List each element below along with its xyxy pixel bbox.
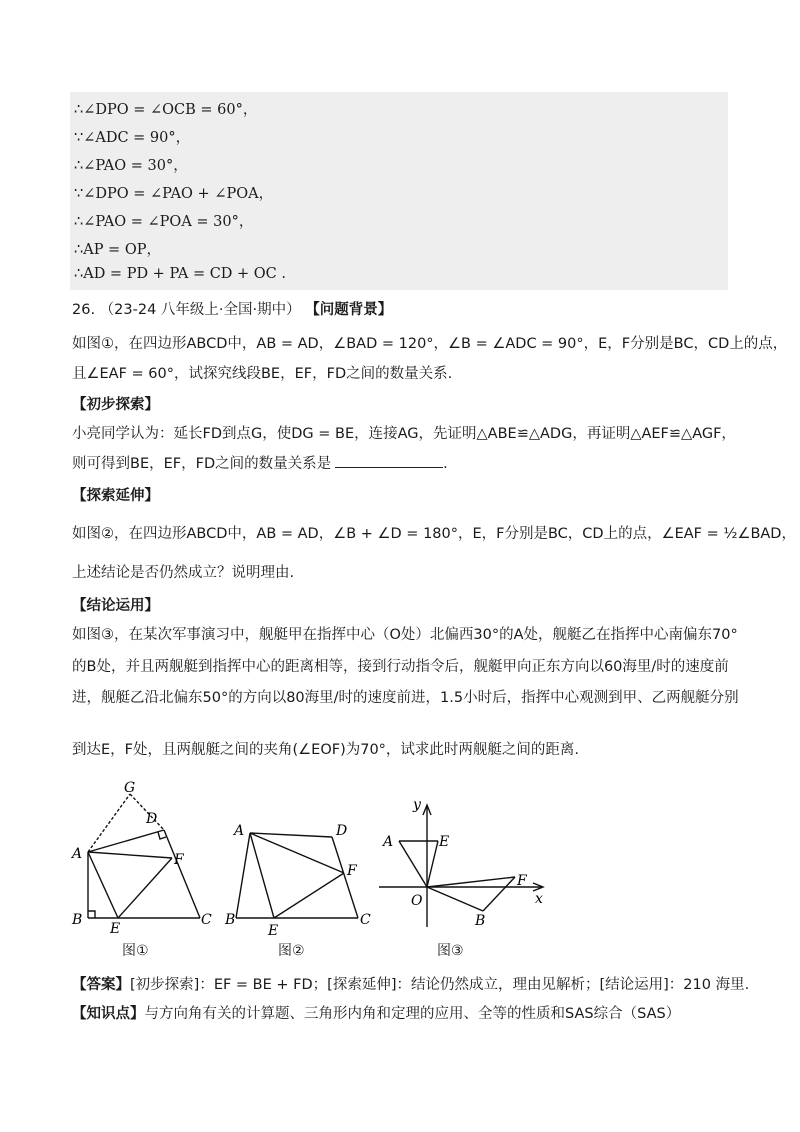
apply-line: 如图③，在某次军事演习中，舰艇甲在指挥中心（O处）北偏西30°的A处，舰艇乙在指挥中心南偏东70° — [72, 627, 738, 643]
apply-line: 到达E，F处，且两舰艇之间的夹角(∠EOF)为70°，试求此时两舰艇之间的距离. — [72, 742, 580, 758]
label-A: A — [383, 834, 394, 850]
explore-text: 则可得到BE，EF，FD之间的数量关系是 — [72, 456, 332, 472]
label-O: O — [411, 893, 423, 909]
explore-end: . — [443, 456, 448, 472]
label-E: E — [110, 921, 121, 937]
answer-text: [初步探索]：EF = BE + FD；[探索延伸]：结论仍然成立，理由见解析；[结论运用]：210 海里. — [130, 977, 750, 993]
apply-line: 进，舰艇乙沿北偏东50°的方向以80海里/时的速度前进，1.5小时后，指挥中心观测到甲、乙两舰艇分别 — [72, 690, 739, 706]
label-x: x — [535, 891, 543, 907]
proof-line: ∴AP = OP， — [74, 242, 161, 258]
explore-line — [72, 453, 732, 474]
explore-line: 小亮同学认为：延长FD到点G，使DG = BE，连接AG，先证明△ABE≌△ADG，再证明△AEF≌△AGF， — [72, 426, 736, 442]
background-line: 且∠EAF = 60°，试探究线段BE，EF，FD之间的数量关系. — [72, 366, 453, 382]
question-source: （23-24 八年级上·全国·期中） — [99, 302, 301, 318]
answer-tag: 【答案】 — [72, 977, 130, 993]
label-E: E — [268, 923, 279, 939]
label-C: C — [360, 912, 371, 928]
tag-apply: 【结论运用】 — [72, 598, 159, 614]
label-F: F — [174, 852, 184, 868]
knowledge-text: 与方向角有关的计算题、三角形内角和定理的应用、全等的性质和SAS综合（SAS） — [144, 1006, 681, 1022]
knowledge-line — [72, 1004, 732, 1024]
extend-line: 如图②，在四边形ABCD中，AB = AD，∠B + ∠D = 180°，E，F分别是BC，CD上的点，∠EAF = ½∠BAD， — [72, 526, 796, 542]
figure-3-caption: 图③ — [437, 943, 464, 959]
figure-3 — [375, 795, 555, 935]
label-B: B — [72, 912, 83, 928]
answer-blank — [335, 453, 443, 468]
apply-line: 的B处，并且两舰艇到指挥中心的距离相等，接到行动指令后，舰艇甲向正东方向以60海里/时的速度前 — [72, 659, 729, 675]
background-line: 如图①，在四边形ABCD中，AB = AD，∠BAD = 120°，∠B = ∠ADC = 90°，E，F分别是BC，CD上的点， — [72, 336, 788, 352]
proof-line: ∴AD = PD + PA = CD + OC . — [74, 266, 286, 282]
label-A: A — [72, 846, 83, 862]
label-y: y — [413, 797, 421, 813]
label-G: G — [124, 780, 136, 796]
figure-1 — [60, 778, 230, 938]
label-A: A — [234, 823, 245, 839]
label-F: F — [347, 863, 357, 879]
proof-line: ∴∠PAO = ∠POA = 30°， — [74, 214, 254, 230]
proof-line: ∵∠DPO = ∠PAO + ∠POA， — [74, 186, 274, 202]
label-B: B — [225, 912, 236, 928]
label-E: E — [439, 834, 450, 850]
label-D: D — [146, 811, 158, 827]
label-F: F — [517, 873, 527, 889]
tag-explore: 【初步探索】 — [72, 397, 159, 413]
answer-line — [72, 975, 750, 995]
knowledge-tag: 【知识点】 — [72, 1006, 145, 1022]
question-header — [72, 300, 732, 320]
proof-line: ∴∠DPO = ∠OCB = 60°， — [74, 102, 258, 118]
figure-2-caption: 图② — [278, 943, 305, 959]
figure-2 — [225, 815, 378, 940]
tag-background: 【问题背景】 — [305, 302, 393, 318]
tag-extend: 【探索延伸】 — [72, 488, 159, 504]
proof-line: ∴∠PAO = 30°， — [74, 158, 188, 174]
proof-line: ∵∠ADC = 90°， — [74, 130, 191, 146]
figure-1-caption: 图① — [122, 943, 149, 959]
label-B: B — [475, 913, 486, 929]
question-number: 26. — [72, 302, 96, 318]
extend-line: 上述结论是否仍然成立？说明理由. — [72, 565, 295, 581]
label-D: D — [336, 823, 348, 839]
label-C: C — [201, 912, 212, 928]
